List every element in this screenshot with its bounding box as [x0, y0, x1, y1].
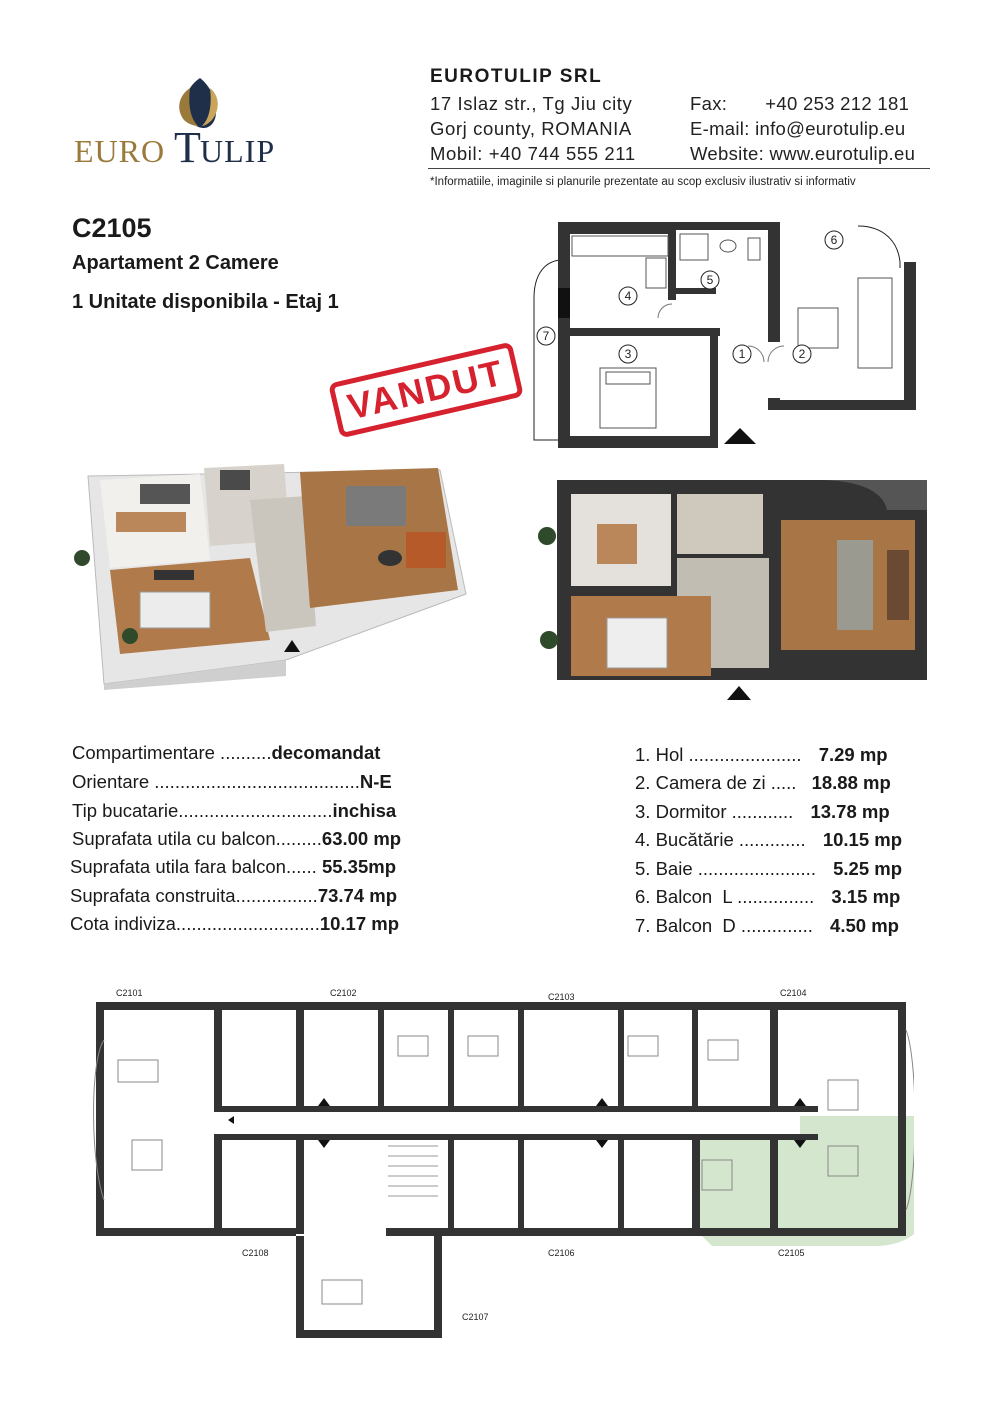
label-c2102: C2102: [330, 988, 357, 998]
website-line[interactable]: Website: www.eurotulip.eu: [690, 143, 916, 164]
label-c2108: C2108: [242, 1248, 269, 1258]
label-c2107: C2107: [462, 1312, 489, 1322]
room-marker-1: [733, 345, 751, 363]
room-marker-6: [825, 231, 843, 249]
3d-render-isometric: [70, 440, 470, 690]
svg-text:2: 2: [798, 347, 806, 361]
room-row: 4. Bucătărie ............. 10.15 mp: [635, 829, 903, 850]
spec-compartimentare: Compartimentare ..........decomandat: [72, 742, 381, 763]
3d-render-top-view: [527, 480, 930, 702]
room-row: 2. Camera de zi ..... 18.88 mp: [635, 772, 891, 793]
label-c2105: C2105: [778, 1248, 805, 1258]
fax-line: Fax: +40 253 212 181: [690, 93, 910, 114]
label-c2101: C2101: [116, 988, 143, 998]
room-row: 5. Baie ....................... 5.25 mp: [635, 858, 903, 879]
room-row: 1. Hol ...................... 7.29 mp: [635, 744, 888, 765]
spec-suprafata-cu-balcon: Suprafata utila cu balcon.........63.00 mp: [72, 828, 402, 849]
address-line-2: Gorj county, ROMANIA: [430, 118, 632, 139]
logo-euro: EURO: [74, 133, 166, 169]
email-line[interactable]: E-mail: info@eurotulip.eu: [690, 118, 906, 139]
disclaimer: *Informatiile, imaginile si planurile prezentate au scop exclusiv ilustrativ si informativ: [430, 176, 856, 188]
header-divider: [428, 168, 930, 169]
room-row: 6. Balcon L ............... 3.15 mp: [635, 886, 901, 907]
logo-ulip: ULIP: [200, 133, 276, 169]
unit-availability: 1 Unitate disponibila - Etaj 1: [72, 291, 339, 313]
room-marker-4: [619, 287, 637, 305]
room-marker-3: [619, 345, 637, 363]
spec-cota-indiviza: Cota indiviza............................10.17 mp: [70, 913, 400, 934]
label-c2104: C2104: [780, 988, 807, 998]
spec-suprafata-construita: Suprafata construita................73.74 mp: [70, 885, 398, 906]
label-c2103: C2103: [548, 992, 575, 1002]
address-line-1: 17 Islaz str., Tg Jiu city: [430, 93, 633, 114]
room-row: 3. Dormitor ............ 13.78 mp: [635, 801, 890, 822]
label-c2106: C2106: [548, 1248, 575, 1258]
svg-text:4: 4: [624, 289, 632, 303]
building-floor-plan: [88, 980, 914, 1345]
logo-t: T: [174, 123, 201, 170]
svg-text:6: 6: [830, 233, 838, 247]
sold-stamp: VANDUT: [328, 342, 524, 439]
spec-tip-bucatarie: Tip bucatarie..............................inchisa: [72, 800, 397, 821]
room-marker-7: [537, 327, 555, 345]
svg-text:7: 7: [542, 329, 550, 343]
svg-text:3: 3: [624, 347, 632, 361]
room-row: 7. Balcon D .............. 4.50 mp: [635, 915, 899, 936]
spec-orientare: Orientare ........................................N-E: [72, 771, 392, 792]
svg-text:5: 5: [706, 273, 714, 287]
unit-floor-plan: [528, 218, 930, 448]
unit-type: Apartament 2 Camere: [72, 252, 279, 274]
eurotulip-logo: [70, 70, 320, 170]
svg-text:1: 1: [738, 347, 746, 361]
room-marker-2: [793, 345, 811, 363]
unit-code: C2105: [72, 213, 152, 243]
spec-suprafata-fara-balcon: Suprafata utila fara balcon...... 55.35mp: [70, 856, 397, 877]
company-name: EUROTULIP SRL: [430, 66, 603, 87]
phone-line: Mobil: +40 744 555 211: [430, 143, 636, 164]
room-marker-5: [701, 271, 719, 289]
